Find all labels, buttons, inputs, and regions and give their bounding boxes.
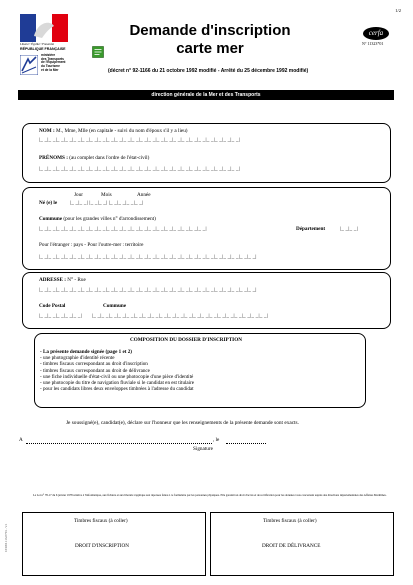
date-input[interactable]: [226, 443, 266, 444]
code-postal-label: Code Postal: [39, 303, 66, 309]
mois-label: Mois: [101, 192, 112, 198]
dossier-item: - La présente demande signée (page 1 et 2): [40, 349, 132, 355]
devise: Liberté • Égalité • Fraternité: [20, 42, 54, 46]
droit-delivrance-label: DROIT DE DÉLIVRANCE: [262, 543, 321, 549]
address-commune-input[interactable]: |_ _|_ _|_ _|_ _|_ _|_ _|_ _|_ _|_ _|_ _|_ _|_ _|_ _|_ _|_ _|_ _|_ _|_ _|_ _|_ _|_ _|: [92, 313, 269, 319]
lieu-input[interactable]: [26, 443, 212, 444]
annee-label: Année: [137, 192, 151, 198]
dossier-item: - une fiche individuelle d'état-civil ou une photocopie d'une pièce d'identité: [40, 373, 194, 380]
dossier-item: - pour les candidats libres deux enveloppes timbrées à l'adresse du candidat: [40, 386, 194, 393]
legal-notice: La Loi n° 78-17 du 6 janvier 1978 relative à l'informatique, aux fichiers et aux libertés s'applique aux réponses faites à ce formulaire par les personnes physiques. Elle garantit un droit d'accès et de rectification pour les données vous concernant auprès des directions départementales des Affaires Maritimes.: [33, 493, 387, 497]
dossier-item: - timbres fiscaux correspondant au droit de délivrance: [40, 367, 150, 374]
page-number: 1/2: [395, 8, 401, 13]
departement-label: Département: [296, 226, 326, 232]
side-code: CERFA 11323*01 - V.1: [4, 523, 8, 552]
jour-label: Jour: [74, 192, 83, 198]
page-title: Demande d'inscription: [129, 22, 291, 39]
a-label: A: [19, 437, 23, 443]
declaration-text: Je soussigné(e), candidat(e), déclare sur l'honneur que les renseignements de la présente demande sont exacts.: [66, 420, 299, 426]
marianne-logo: [20, 14, 68, 42]
departement-input[interactable]: |_ _|_ _|: [340, 226, 358, 232]
prenoms-input[interactable]: |_ _|_ _|_ _|_ _|_ _|_ _|_ _|_ _|_ _|_ _|_ _|_ _|_ _|_ _|_ _|_ _|_ _|_ _|_ _|_ _|_ _|_ _|_ _|_ _|: [39, 166, 240, 172]
ne-le-label: Né (e) le: [39, 200, 58, 206]
birth-commune-input[interactable]: |_ _|_ _|_ _|_ _|_ _|_ _|_ _|_ _|_ _|_ _|_ _|_ _|_ _|_ _|_ _|_ _|_ _|_ _|_ _|_ _|: [39, 226, 207, 232]
page-subtitle: carte mer: [176, 40, 244, 57]
timbres-right-label: Timbres fiscaux (à coller): [263, 518, 317, 524]
address-commune-label: Commune: [103, 303, 127, 309]
droit-inscription-label: DROIT D'INSCRIPTION: [75, 543, 130, 549]
etranger-input[interactable]: |_ _|_ _|_ _|_ _|_ _|_ _|_ _|_ _|_ _|_ _|_ _|_ _|_ _|_ _|_ _|_ _|_ _|_ _|_ _|_ _|_ _|_ _|_ _|_ _|_ _|_ _|: [39, 254, 257, 260]
dossier-list: [40, 349, 194, 392]
dossier-title: COMPOSITION DU DOSSIER D'INSCRIPTION: [130, 337, 242, 343]
republique-francaise: RÉPUBLIQUE FRANÇAISE: [20, 47, 66, 51]
cerfa-number: N° 11323*01: [362, 41, 384, 46]
etranger-label: Pour l'étranger : pays - Pour l'outre-mer : territoire: [39, 242, 144, 248]
ministry-logo: [20, 55, 38, 75]
prenoms-field-label: PRÉNOMS : (au complet dans l'ordre de l'état-civil): [39, 155, 150, 161]
ministry-name: ministère des Transports de l'Équipement du Tourisme et de la Mer: [41, 53, 66, 72]
nom-field-label: NOM : M., Mme, Mlle (en capitale - suivi du nom d'époux s'il y a lieu): [39, 128, 188, 134]
dossier-item: - une photocopie du titre de navigation fluviale si le candidat en est titulaire: [40, 380, 195, 387]
direction-banner: direction générale de la Mer et des Transports: [18, 90, 394, 100]
birth-date-input[interactable]: |_ _|_ _| |_ _|_ _| |_ _|_ _|_ _|_ _|: [70, 200, 144, 206]
dossier-item: - une photographie d'identité récente: [40, 355, 115, 362]
signature-label: Signature: [193, 446, 213, 452]
document-icon: [92, 45, 104, 57]
code-postal-input[interactable]: |_ _|_ _|_ _|_ _|_ _|: [39, 313, 82, 319]
adresse-input[interactable]: |_ _|_ _|_ _|_ _|_ _|_ _|_ _|_ _|_ _|_ _|_ _|_ _|_ _|_ _|_ _|_ _|_ _|_ _|_ _|_ _|_ _|_ _|_ _|_ _|_ _|_ _|: [39, 287, 257, 293]
decree-reference: (décret n° 92-1166 du 21 octobre 1992 modifié - Arrêté du 25 décembre 1992 modifié): [108, 68, 309, 74]
nom-input[interactable]: |_ _|_ _|_ _|_ _|_ _|_ _|_ _|_ _|_ _|_ _|_ _|_ _|_ _|_ _|_ _|_ _|_ _|_ _|_ _|_ _|_ _|_ _|_ _|_ _|: [39, 137, 240, 143]
le-label: , le: [213, 437, 220, 443]
dossier-item: - timbres fiscaux correspondant au droit d'inscription: [40, 361, 148, 368]
cerfa-logo: cerfa: [363, 27, 389, 40]
timbres-left-label: Timbres fiscaux (à coller): [74, 518, 128, 524]
commune-field-label: Commune (pour les grandes villes n° d'arrondissement): [39, 216, 156, 222]
adresse-field-label: ADRESSE : N° - Rue: [39, 277, 86, 283]
